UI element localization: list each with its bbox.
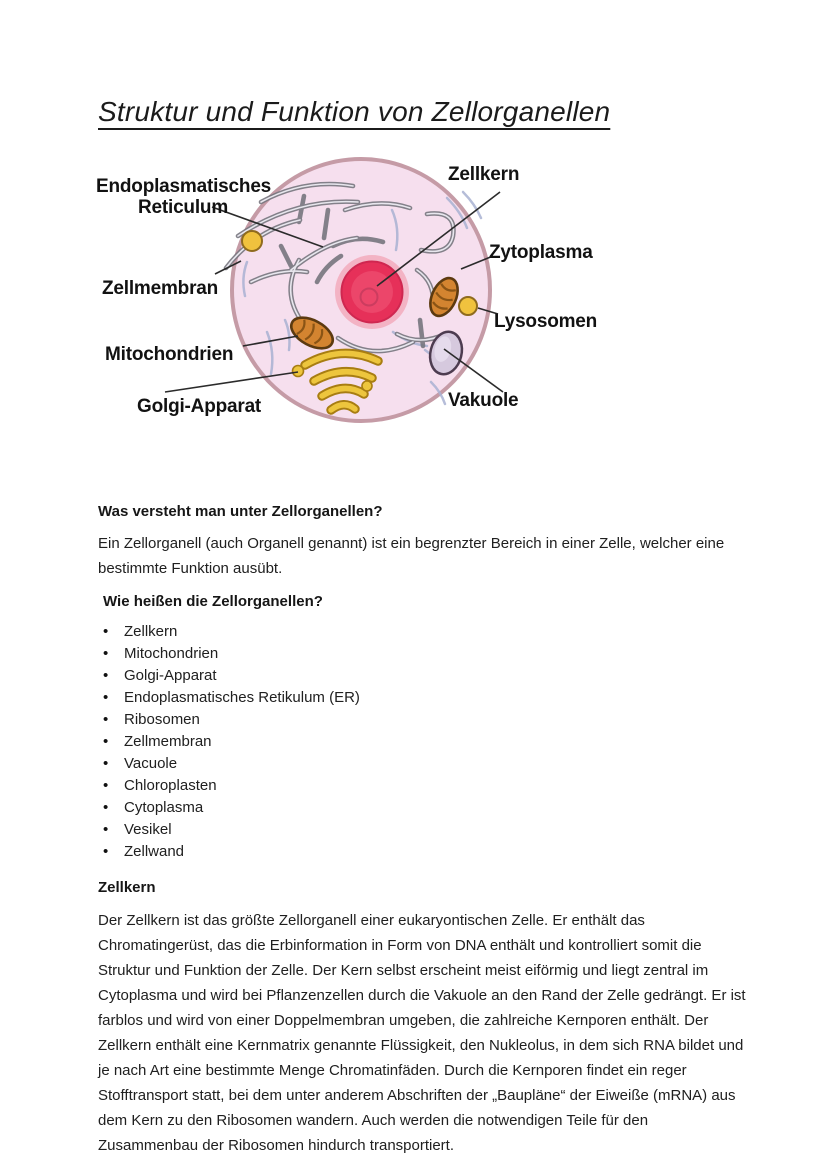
list-item-organelle: • Golgi-Apparat: [98, 665, 746, 687]
list-item-organelle: • Endoplasmatisches Retikulum (ER): [98, 687, 746, 709]
list-item-organelle: • Cytoplasma: [98, 797, 746, 819]
diagram-label-endoplasmic-reticulum: Endoplasmatisches Reticulum: [96, 176, 272, 218]
paragraph-zellkern: Der Zellkern ist das größte Zellorganell einer eukaryontischen Zelle. Er enthält das Chromatingerüst, das die Erbinformation in Form von DNA enthält und kontrolliert somit die Struktur und Funktion der Zelle. Der Kern selbst erscheint meist eiförmig und liegt zentral im Cytoplasma und wird bei Pflanzenzellen durch die Vakuole an den Rand der Zelle gedrängt. Er ist farblos und wird von einer Doppelmembran umgeben, die zahlreiche Kernporen enthält. Der Zellkern enthält eine Kernmatrix genannte Flüssigkeit, den Nukleolus, in dem sich RNA bildet und je nach Art eine bestimmte Menge Chromatinfäden. Durch die Kernporen findet ein reger Stofftransport statt, bei dem unter anderem Abschriften der „Baupläne“ der Eiweiße (mRNA) aus dem Kern zu den Ribosomen wandern. Auch werden die notwendigen Teile für den Zusammenbau der Ribosomen hindurch transportiert.: [98, 912, 746, 1154]
list-item-organelle: • Zellkern: [98, 621, 746, 643]
list-item-organelle: • Zellwand: [98, 841, 746, 863]
diagram-label-golgi-apparat: Golgi-Apparat: [137, 396, 262, 417]
list-item-organelle: • Chloroplasten: [98, 775, 746, 797]
list-item-organelle: • Vacuole: [98, 753, 746, 775]
list-item-organelle: • Vesikel: [98, 819, 746, 841]
list-item-organelle: • Zellmembran: [98, 731, 746, 753]
heading-organelle-names: Wie heißen die Zellorganellen?: [103, 593, 323, 610]
heading-zellkern: Zellkern: [98, 879, 156, 896]
list-item-organelle: • Mitochondrien: [98, 643, 746, 665]
organelle-list: [98, 621, 746, 863]
diagram-label-lysosomen: Lysosomen: [494, 311, 598, 332]
diagram-label-zytoplasma: Zytoplasma: [489, 242, 593, 263]
diagram-label-mitochondrien: Mitochondrien: [105, 344, 234, 365]
cell-diagram: [0, 0, 828, 460]
diagram-label-zellkern: Zellkern: [448, 164, 520, 185]
diagram-label-vakuole: Vakuole: [448, 390, 519, 411]
document-body: [98, 503, 746, 1170]
list-item-organelle: • Ribosomen: [98, 709, 746, 731]
heading-what-are-organelles: Was versteht man unter Zellorganellen?: [98, 503, 383, 520]
paragraph-organelle-definition: Ein Zellorganell (auch Organell genannt) ist ein begrenzter Bereich in einer Zelle, welcher eine bestimmte Funktion ausübt.: [98, 535, 725, 577]
diagram-label-zellmembran: Zellmembran: [102, 278, 219, 299]
nucleus-shape: [335, 255, 409, 329]
page-title: Struktur und Funktion von Zellorganellen: [98, 96, 611, 127]
